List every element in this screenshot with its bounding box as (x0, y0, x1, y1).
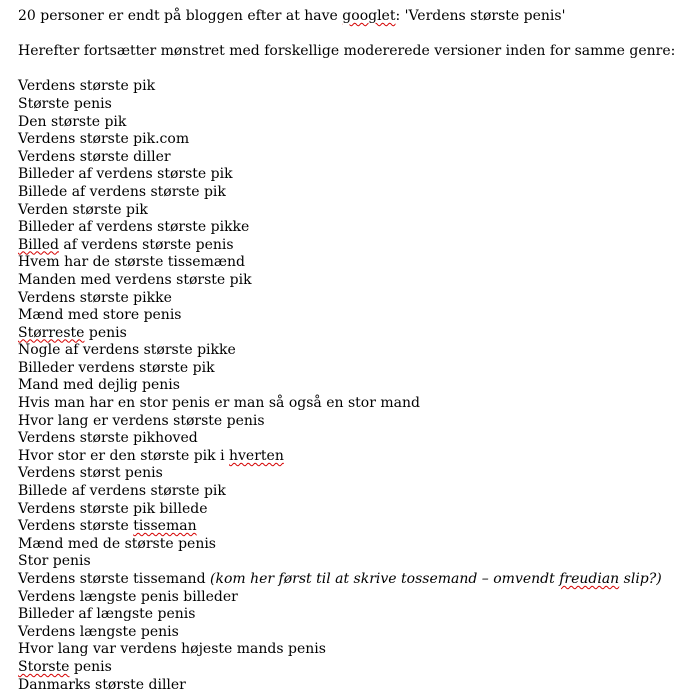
query-text: penis (69, 658, 112, 675)
search-query-line: Hvis man har en stor penis er man så også en stor mand (18, 395, 420, 412)
search-query-line: Verden største pik (18, 201, 148, 218)
search-query-line (18, 237, 638, 255)
query-text: penis (84, 324, 127, 341)
search-query-line: Verdens største pikhoved (18, 430, 198, 447)
search-query-line: Mand med dejlig penis (18, 377, 180, 394)
search-query-line: Verdens største pikke (18, 289, 172, 306)
search-query-line: Hvor lang er verdens største penis (18, 412, 265, 429)
search-query-line (18, 518, 638, 536)
intro-line (18, 8, 638, 26)
query-text: Hvor stor er den største pik i (18, 447, 229, 464)
subhead-line: Herefter fortsætter mønstret med forskellige modererede versioner inden for samme genre: (18, 43, 675, 60)
search-query-line: Stor penis (18, 553, 91, 570)
search-query-line (18, 659, 638, 677)
query-text: Verdens største tissemand (18, 571, 210, 587)
blank-line (18, 61, 638, 79)
search-query-line: Billeder verdens største pik (18, 359, 215, 376)
comment-text: (kom her først til at skrive tossemand – omvendt (210, 571, 560, 587)
search-query-line: Verdens største pik.com (18, 131, 190, 148)
search-query-line: Den største pik (18, 113, 127, 130)
intro-text-before: 20 personer er endt på bloggen efter at have (18, 8, 343, 24)
search-query-line: Manden med verdens største pik (18, 271, 252, 288)
spellcheck-flagged-word[interactable]: freudian (559, 571, 620, 587)
blank-line (18, 26, 638, 44)
spellcheck-flagged-word[interactable]: googlet (342, 8, 396, 24)
search-query-line: Nogle af verdens største pikke (18, 342, 236, 359)
search-query-line (18, 448, 638, 466)
search-query-line: Hvem har de største tissemænd (18, 254, 245, 271)
spellcheck-flagged-word[interactable]: hverten (229, 447, 284, 464)
search-query-line: Verdens største pik (18, 78, 156, 95)
document-page (18, 8, 675, 694)
search-query-line (18, 571, 662, 589)
spellcheck-flagged-word[interactable]: tisseman (133, 518, 197, 535)
search-query-line: Danmarks største diller (18, 676, 186, 693)
query-text: Verdens største (18, 518, 134, 535)
search-query-line: Største penis (18, 95, 112, 112)
search-query-line: Verdens største diller (18, 148, 171, 165)
spellcheck-flagged-word[interactable]: Størreste (18, 324, 85, 341)
search-query-line: Mænd med store penis (18, 307, 182, 324)
search-query-line: Billeder af verdens største pik (18, 166, 233, 183)
spellcheck-flagged-word[interactable]: Billed (18, 236, 59, 253)
search-query-line (18, 325, 638, 343)
search-query-line: Hvor lang var verdens højeste mands penis (18, 641, 326, 658)
search-query-line: Verdens største pik billede (18, 500, 208, 517)
author-comment (210, 571, 662, 587)
spellcheck-flagged-word[interactable]: Storste (18, 658, 70, 675)
search-query-line: Verdens størst penis (18, 465, 163, 482)
search-query-line: Billede af verdens største pik (18, 183, 226, 200)
comment-text: slip?) (619, 571, 662, 587)
search-query-line: Billede af verdens største pik (18, 483, 226, 500)
search-query-line: Mænd med de største penis (18, 535, 216, 552)
search-query-line: Verdens længste penis (18, 623, 179, 640)
search-query-line: Billeder af verdens største pikke (18, 219, 250, 236)
query-text: af verdens største penis (58, 236, 234, 253)
search-query-line: Billeder af længste penis (18, 606, 196, 623)
search-query-line: Verdens længste penis billeder (18, 588, 238, 605)
intro-text-after: : 'Verdens største penis' (395, 8, 566, 24)
